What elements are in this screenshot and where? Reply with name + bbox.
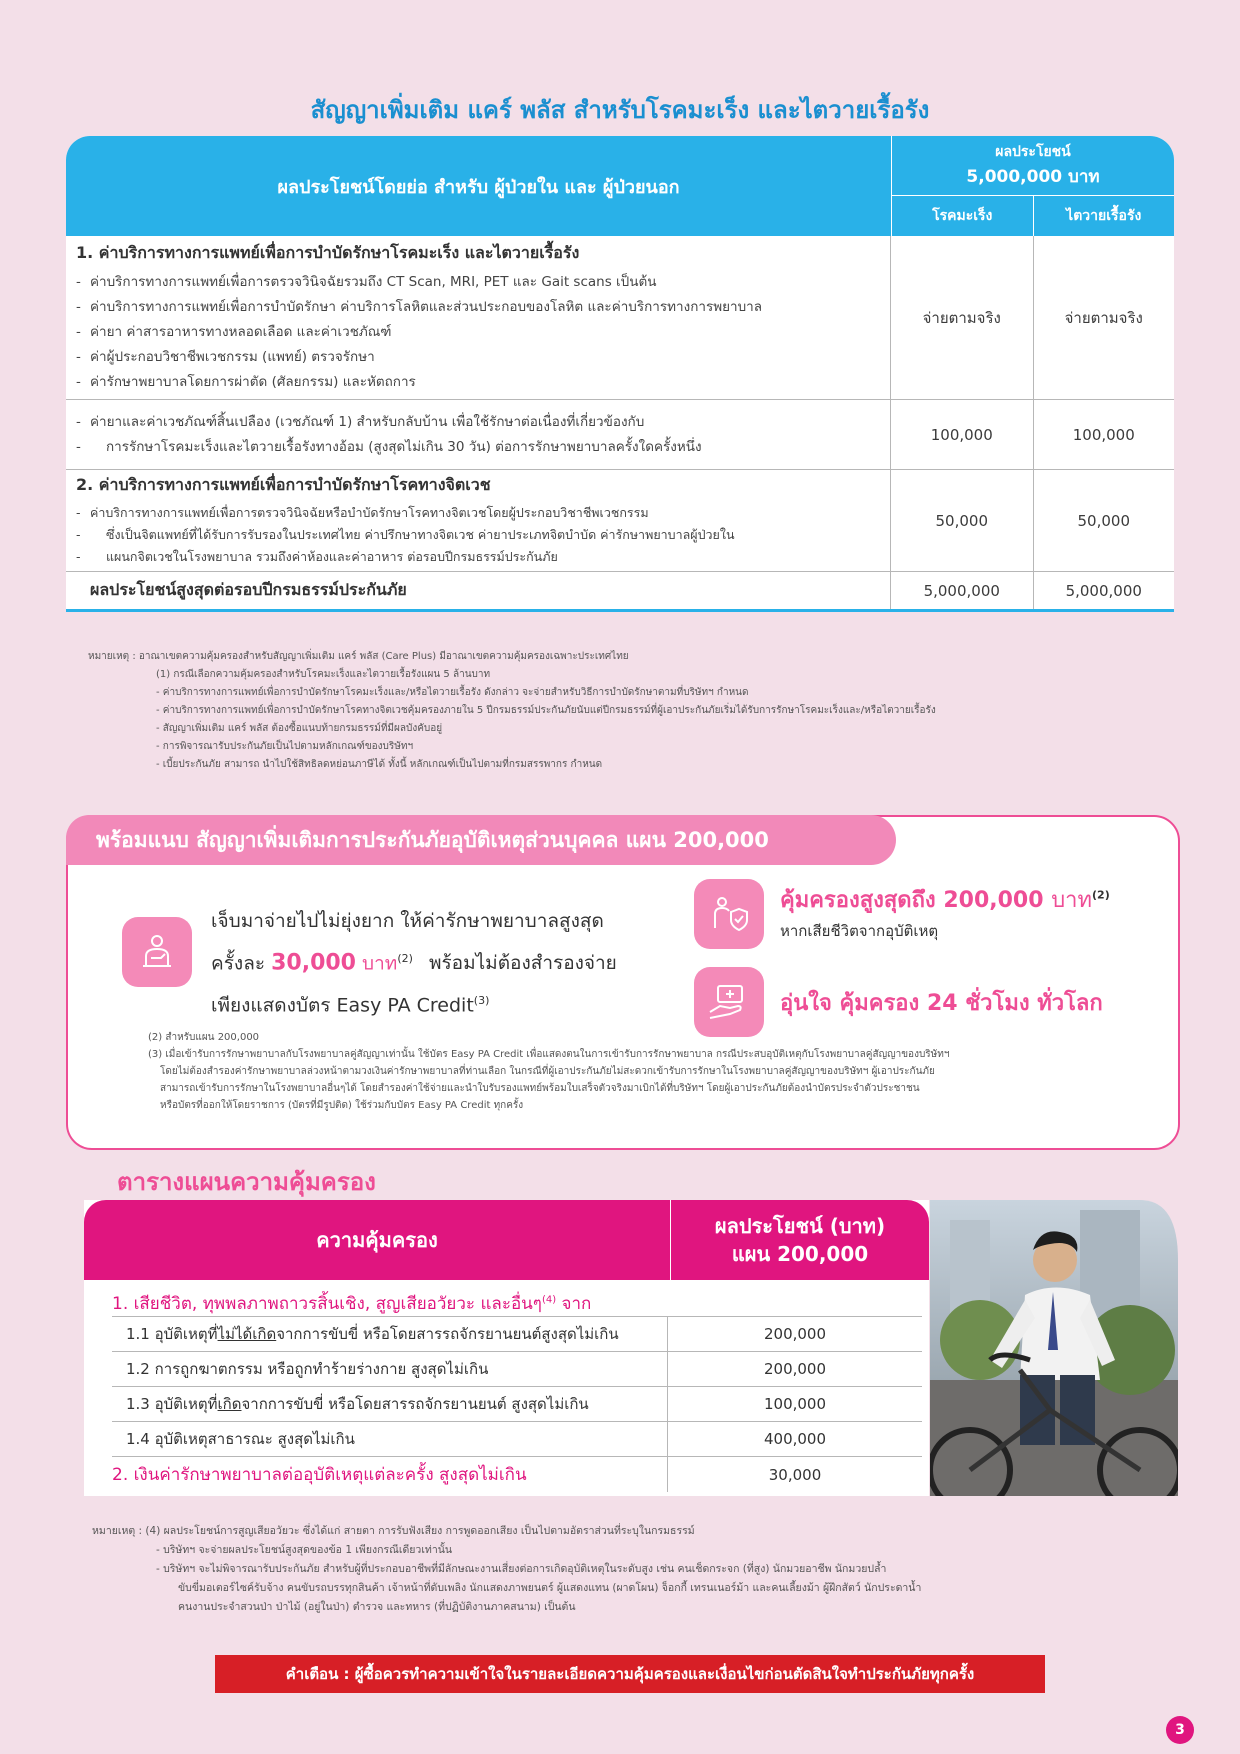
text-fragment: พร้อมไม่ต้องสำรองจ่าย: [428, 952, 617, 975]
list-item: - ค่าบริการทางการแพทย์เพื่อการบำบัดรักษา ค่าบริการโลหิตและส่วนประกอบของโลหิต และค่าบริการทางการพยาบาล: [76, 295, 880, 320]
note-line: สามารถเข้ารับการรักษาในโรงพยาบาลอื่นๆได้ โดยสำรองค่าใช้จ่ายและนำใบรับรองแพทย์พร้อมใบเสร็จตัวจริงมาเบิกได้ที่บริษัทฯ โดยผู้เอาประกันภัยต้องนำบัตรประจำตัวประชาชน: [160, 1083, 920, 1094]
list-item: - ค่ายาและค่าเวชภัณฑ์สิ้นเปลือง (เวชภัณฑ์ 1) สำหรับกลับบ้าน เพื่อใช้รักษาต่อเนื่องที่เกี่ยวข้องกับ: [76, 410, 880, 435]
text-fragment: ไม่ได้เกิด: [217, 1325, 277, 1343]
value-cell: 400,000: [763, 1430, 827, 1448]
section-title: 1. ค่าบริการทางการแพทย์เพื่อการบำบัดรักษาโรคมะเร็ง และไตวายเรื้อรัง: [76, 242, 580, 262]
note-line: คนงานประจำสวนป่า ป่าไม้ (อยู่ในป่า) ตำรวจ และทหาร (ที่ปฏิบัติงานภาคสนาม) เป็นต้น: [178, 1601, 576, 1613]
list-item-continued: - การรักษาโรคมะเร็งและไตวายเรื้อรังทางอ้อม (สูงสุดไม่เกิน 30 วัน) ต่อการรักษาพยาบาลครั้งใดครั้งหนึ่ง: [76, 435, 880, 460]
highlight-number: 24: [926, 991, 958, 1016]
note-line: หมายเหตุ : อาณาเขตความคุ้มครองสำหรับสัญญาเพิ่มเติม แคร์ พลัส (Care Plus) มีอาณาเขตความคุ้มครองเฉพาะประเทศไทย: [88, 651, 629, 662]
table-row: [112, 1352, 922, 1387]
list-item: - ค่าผู้ประกอบวิชาชีพเวชกรรม (แพทย์) ตรวจรักษา: [76, 345, 880, 370]
section-label: [112, 1290, 591, 1317]
table-row: [66, 400, 1174, 470]
injured-person-icon: [122, 917, 192, 987]
note-line: (2) สำหรับแผน 200,000: [148, 1032, 260, 1043]
note-line: - ค่าบริการทางการแพทย์เพื่อการบำบัดรักษาโรคทางจิตเวชคุ้มครองภายใน 5 ปีกรมธรรม์ประกันภัยนับแต่ปีกรมธรรม์ที่ผู้เอาประกันภัยเริ่มได้รับการรักษาโรคมะเร็งและ/หรือไตวายเรื้อรัง: [156, 705, 936, 716]
table-row: [112, 1387, 922, 1422]
notes-section: [88, 648, 1188, 774]
note-line: (3) เมื่อเข้ารับการรักษาพยาบาลกับโรงพยาบาลคู่สัญญาเท่านั้น ใช้บัตร Easy PA Credit เพื่อแสดงตนในการเข้ารับการรักษาพยาบาล กรณีประสบอุบัติเหตุกับโรงพยาบาลคู่สัญญาของบริษัทฯ: [148, 1049, 950, 1060]
table-row: [112, 1457, 922, 1492]
column-cancer: โรคมะเร็ง: [932, 208, 993, 224]
pa-coverage-table: [84, 1200, 929, 1496]
value-cell: 5,000,000: [923, 581, 1000, 600]
text-fragment: บาท: [1051, 888, 1093, 913]
shield-person-icon: [694, 879, 764, 949]
text-fragment: 1.3 อุบัติเหตุที่: [126, 1395, 218, 1413]
value-cell: 200,000: [763, 1360, 827, 1378]
text-fragment: จาก: [561, 1294, 592, 1314]
text-fragment: 1.1 อุบัติเหตุที่: [126, 1325, 218, 1343]
text-fragment: คุ้มครองสูงสุดถึง: [780, 888, 936, 913]
value-cell: 50,000: [935, 511, 988, 530]
footnote-ref: (2): [1092, 888, 1110, 902]
cyclist-photo: [930, 1200, 1178, 1496]
pa-medical-benefit-text: [211, 902, 661, 1025]
header-benefit: [891, 136, 1174, 236]
table-header: [84, 1200, 929, 1280]
warning-banner: คำเตือน : ผู้ซื้อควรทำความเข้าใจในรายละเอียดความคุ้มครองและเงื่อนไขก่อนตัดสินใจทำประกันภัยทุกครั้ง: [215, 1655, 1045, 1693]
text-fragment: 1. เสียชีวิต, ทุพพลภาพถาวรสิ้นเชิง, สูญเสียอวัยวะ และอื่นๆ: [112, 1294, 542, 1314]
footnote-ref: (4): [541, 1294, 557, 1306]
text-fragment: อุ่นใจ คุ้มครอง: [780, 991, 920, 1016]
header-benefit-label: ผลประโยชน์: [995, 144, 1071, 160]
note-line: - สัญญาเพิ่มเติม แคร์ พลัส ต้องซื้อแนบท้ายกรมธรรม์ที่มีผลบังคับอยู่: [156, 723, 443, 734]
note-line: - การพิจารณารับประกันภัยเป็นไปตามหลักเกณฑ์ของบริษัทฯ: [156, 741, 414, 752]
list-item: - ค่ายา ค่าสารอาหารทางหลอดเลือด และค่าเวชภัณฑ์: [76, 320, 880, 345]
page-number: 3: [1166, 1716, 1194, 1744]
text-fragment: ชั่วโมง ทั่วโลก: [965, 991, 1103, 1016]
header-benefit-amount: 5,000,000 บาท: [966, 167, 1100, 187]
list-item: - ค่าบริการทางการแพทย์เพื่อการตรวจวินิจฉัยรวมถึง CT Scan, MRI, PET และ Gait scans เป็นต้น: [76, 270, 880, 295]
coverage-table-title: ตารางแผนความคุ้มครอง: [117, 1168, 376, 1196]
notes-section-2: [92, 1522, 1172, 1617]
header-line: ผลประโยชน์ (บาท): [714, 1214, 886, 1238]
text-fragment: เพียงแสดงบัตร Easy PA Credit: [211, 994, 474, 1017]
text-fragment: ครั้งละ: [211, 952, 266, 975]
page-title: สัญญาเพิ่มเติม แคร์ พลัส สำหรับโรคมะเร็ง และไตวายเรื้อรัง: [310, 96, 930, 124]
text-fragment: บาท: [362, 952, 398, 975]
pa-coverage-24h: [780, 985, 1103, 1020]
header-line: แผน 200,000: [731, 1242, 869, 1266]
value-cell: 50,000: [1033, 470, 1175, 571]
value-cell: 100,000: [763, 1395, 827, 1413]
value-cell: จ่ายตามจริง: [922, 308, 1001, 327]
highlight-amount: 30,000: [271, 950, 356, 976]
list-item: - ค่ารักษาพยาบาลโดยการผ่าตัด (ศัลยกรรม) และหัตถการ: [76, 370, 880, 395]
list-item-continued: - แผนกจิตเวชในโรงพยาบาล รวมถึงค่าห้องและค่าอาหาร ต่อรอบปีกรมธรรม์ประกันภัย: [76, 546, 880, 568]
care-plus-benefit-table: [66, 136, 1174, 612]
table-header: [66, 136, 1174, 236]
table-row: [66, 470, 1174, 572]
note-line: - บริษัทฯ จะไม่พิจารณารับประกันภัย สำหรับผู้ที่ประกอบอาชีพที่มีลักษณะงานเสี่ยงต่อการเกิดอุบัติเหตุในระดับสูง เช่น คนเช็ดกระจก (ที่สูง) นักมวยอาชีพ นักมวยปล้ำ: [156, 1563, 887, 1575]
text-fragment: 1.4 อุบัติเหตุสาธารณะ สูงสุดไม่เกิน: [126, 1430, 355, 1448]
value-cell: 30,000: [768, 1465, 822, 1484]
footnote-ref: (2): [397, 952, 413, 965]
section-title: 2. ค่าบริการทางการแพทย์เพื่อการบำบัดรักษาโรคทางจิตเวช: [76, 475, 491, 494]
note-line: ขับขี่มอเตอร์ไซค์รับจ้าง คนขับรถบรรทุกสินค้า เจ้าหน้าที่ดับเพลิง นักแสดงภาพยนตร์ ผู้แสดงแทน (ผาดโผน) จ็อกกี้ เทรนเนอร์ม้า และคนเลี้ยงม้า ผู้ฝึกสัตว์ นักประดาน้ำ: [178, 1582, 922, 1594]
list-item-continued: - ซึ่งเป็นจิตแพทย์ที่ได้รับการรับรองในประเทศไทย ค่าปรึกษาทางจิตเวช ค่ายาประเภทจิตบำบัด ค่ารักษาพยาบาลผู้ป่วยใน: [76, 524, 880, 546]
table-row-total: [66, 572, 1174, 612]
note-line: - ค่าบริการทางการแพทย์เพื่อการบำบัดรักษาโรคมะเร็งและ/หรือไตวายเรื้อรัง ดังกล่าว จะจ่ายสำหรับวิธีการบำบัดรักษาตามที่บริษัทฯ กำหนด: [156, 687, 749, 698]
pa-death-benefit: [780, 882, 1160, 943]
pa-rider-title: พร้อมแนบ สัญญาเพิ่มเติมการประกันภัยอุบัติเหตุส่วนบุคคล แผน 200,000: [66, 815, 896, 865]
value-cell: 5,000,000: [1033, 572, 1175, 609]
note-line: - เบี้ยประกันภัย สามารถ นำไปใช้สิทธิลดหย่อนภาษีได้ ทั้งนี้ หลักเกณฑ์เป็นไปตามที่กรมสรรพากร กำหนด: [156, 759, 603, 770]
pa-notes: [148, 1029, 1158, 1114]
header-summary: ผลประโยชน์โดยย่อ สำหรับ ผู้ป่วยใน และ ผู้ป่วยนอก: [277, 176, 680, 198]
text-fragment: 1.2 การถูกฆาตกรรม หรือถูกทำร้ายร่างกาย สูงสุดไม่เกิน: [126, 1360, 489, 1378]
value-cell: 200,000: [763, 1325, 827, 1343]
column-kidney: ไตวายเรื้อรัง: [1033, 196, 1175, 236]
value-cell: 100,000: [1033, 400, 1175, 469]
note-line: โดยไม่ต้องสำรองค่ารักษาพยาบาลล่วงหน้าตามวงเงินค่ารักษาพยาบาลที่ท่านเลือก ในกรณีที่ผู้เอาประกันภัยไม่สะดวกเข้ารับการรักษาในโรงพยาบาลคู่สัญญาของบริษัทฯ ผู้เอาประกันภัย: [160, 1066, 935, 1077]
section-label: 2. เงินค่ารักษาพยาบาลต่ออุบัติเหตุแต่ละครั้ง สูงสุดไม่เกิน: [112, 1457, 668, 1492]
text-line: หากเสียชีวิตจากอุบัติเหตุ: [780, 922, 939, 940]
note-line: - บริษัทฯ จะจ่ายผลประโยชน์สูงสุดของข้อ 1 เพียงกรณีเดียวเท่านั้น: [156, 1544, 453, 1556]
note-line: หรือบัตรที่ออกให้โดยราชการ (บัตรที่มีรูปติด) ใช้ร่วมกับบัตร Easy PA Credit ทุกครั้ง: [160, 1100, 524, 1111]
pa-rider-box: [66, 815, 1180, 1150]
text-line: เจ็บมาจ่ายไปไม่ยุ่งยาก ให้ค่ารักษาพยาบาลสูงสุด: [211, 910, 604, 932]
note-line: (1) กรณีเลือกความคุ้มครองสำหรับโรคมะเร็งและไตวายเรื้อรังแผน 5 ล้านบาท: [156, 669, 491, 680]
text-fragment: จากการขับขี่ หรือโดยสารรถจักรยานยนต์ สูงสุดไม่เกิน: [241, 1395, 589, 1413]
total-label: ผลประโยชน์สูงสุดต่อรอบปีกรมธรรม์ประกันภัย: [90, 580, 407, 599]
value-cell: 100,000: [930, 425, 993, 444]
footnote-ref: (3): [473, 994, 490, 1008]
header-benefit: [670, 1200, 929, 1280]
hand-card-icon: [694, 967, 764, 1037]
text-fragment: จากการขับขี่ หรือโดยสารรถจักรยานยนต์สูงสุดไม่เกิน: [276, 1325, 619, 1343]
list-item: - ค่าบริการทางการแพทย์เพื่อการตรวจวินิจฉัยหรือบำบัดรักษาโรคทางจิตเวชโดยผู้ประกอบวิชาชีพเวชกรรม: [76, 502, 880, 524]
text-fragment: เกิด: [217, 1395, 242, 1413]
table-row: [112, 1317, 922, 1352]
table-row: [112, 1422, 922, 1457]
value-cell: จ่ายตามจริง: [1033, 236, 1175, 399]
table-row: [66, 236, 1174, 400]
header-coverage: ความคุ้มครอง: [316, 1228, 438, 1252]
note-line: หมายเหตุ : (4) ผลประโยชน์การสูญเสียอวัยวะ ซึ่งได้แก่ สายตา การรับฟังเสียง การพูดออกเสียง เป็นไปตามอัตราส่วนที่ระบุในกรมธรรม์: [92, 1525, 695, 1537]
highlight-amount: 200,000: [943, 888, 1044, 913]
